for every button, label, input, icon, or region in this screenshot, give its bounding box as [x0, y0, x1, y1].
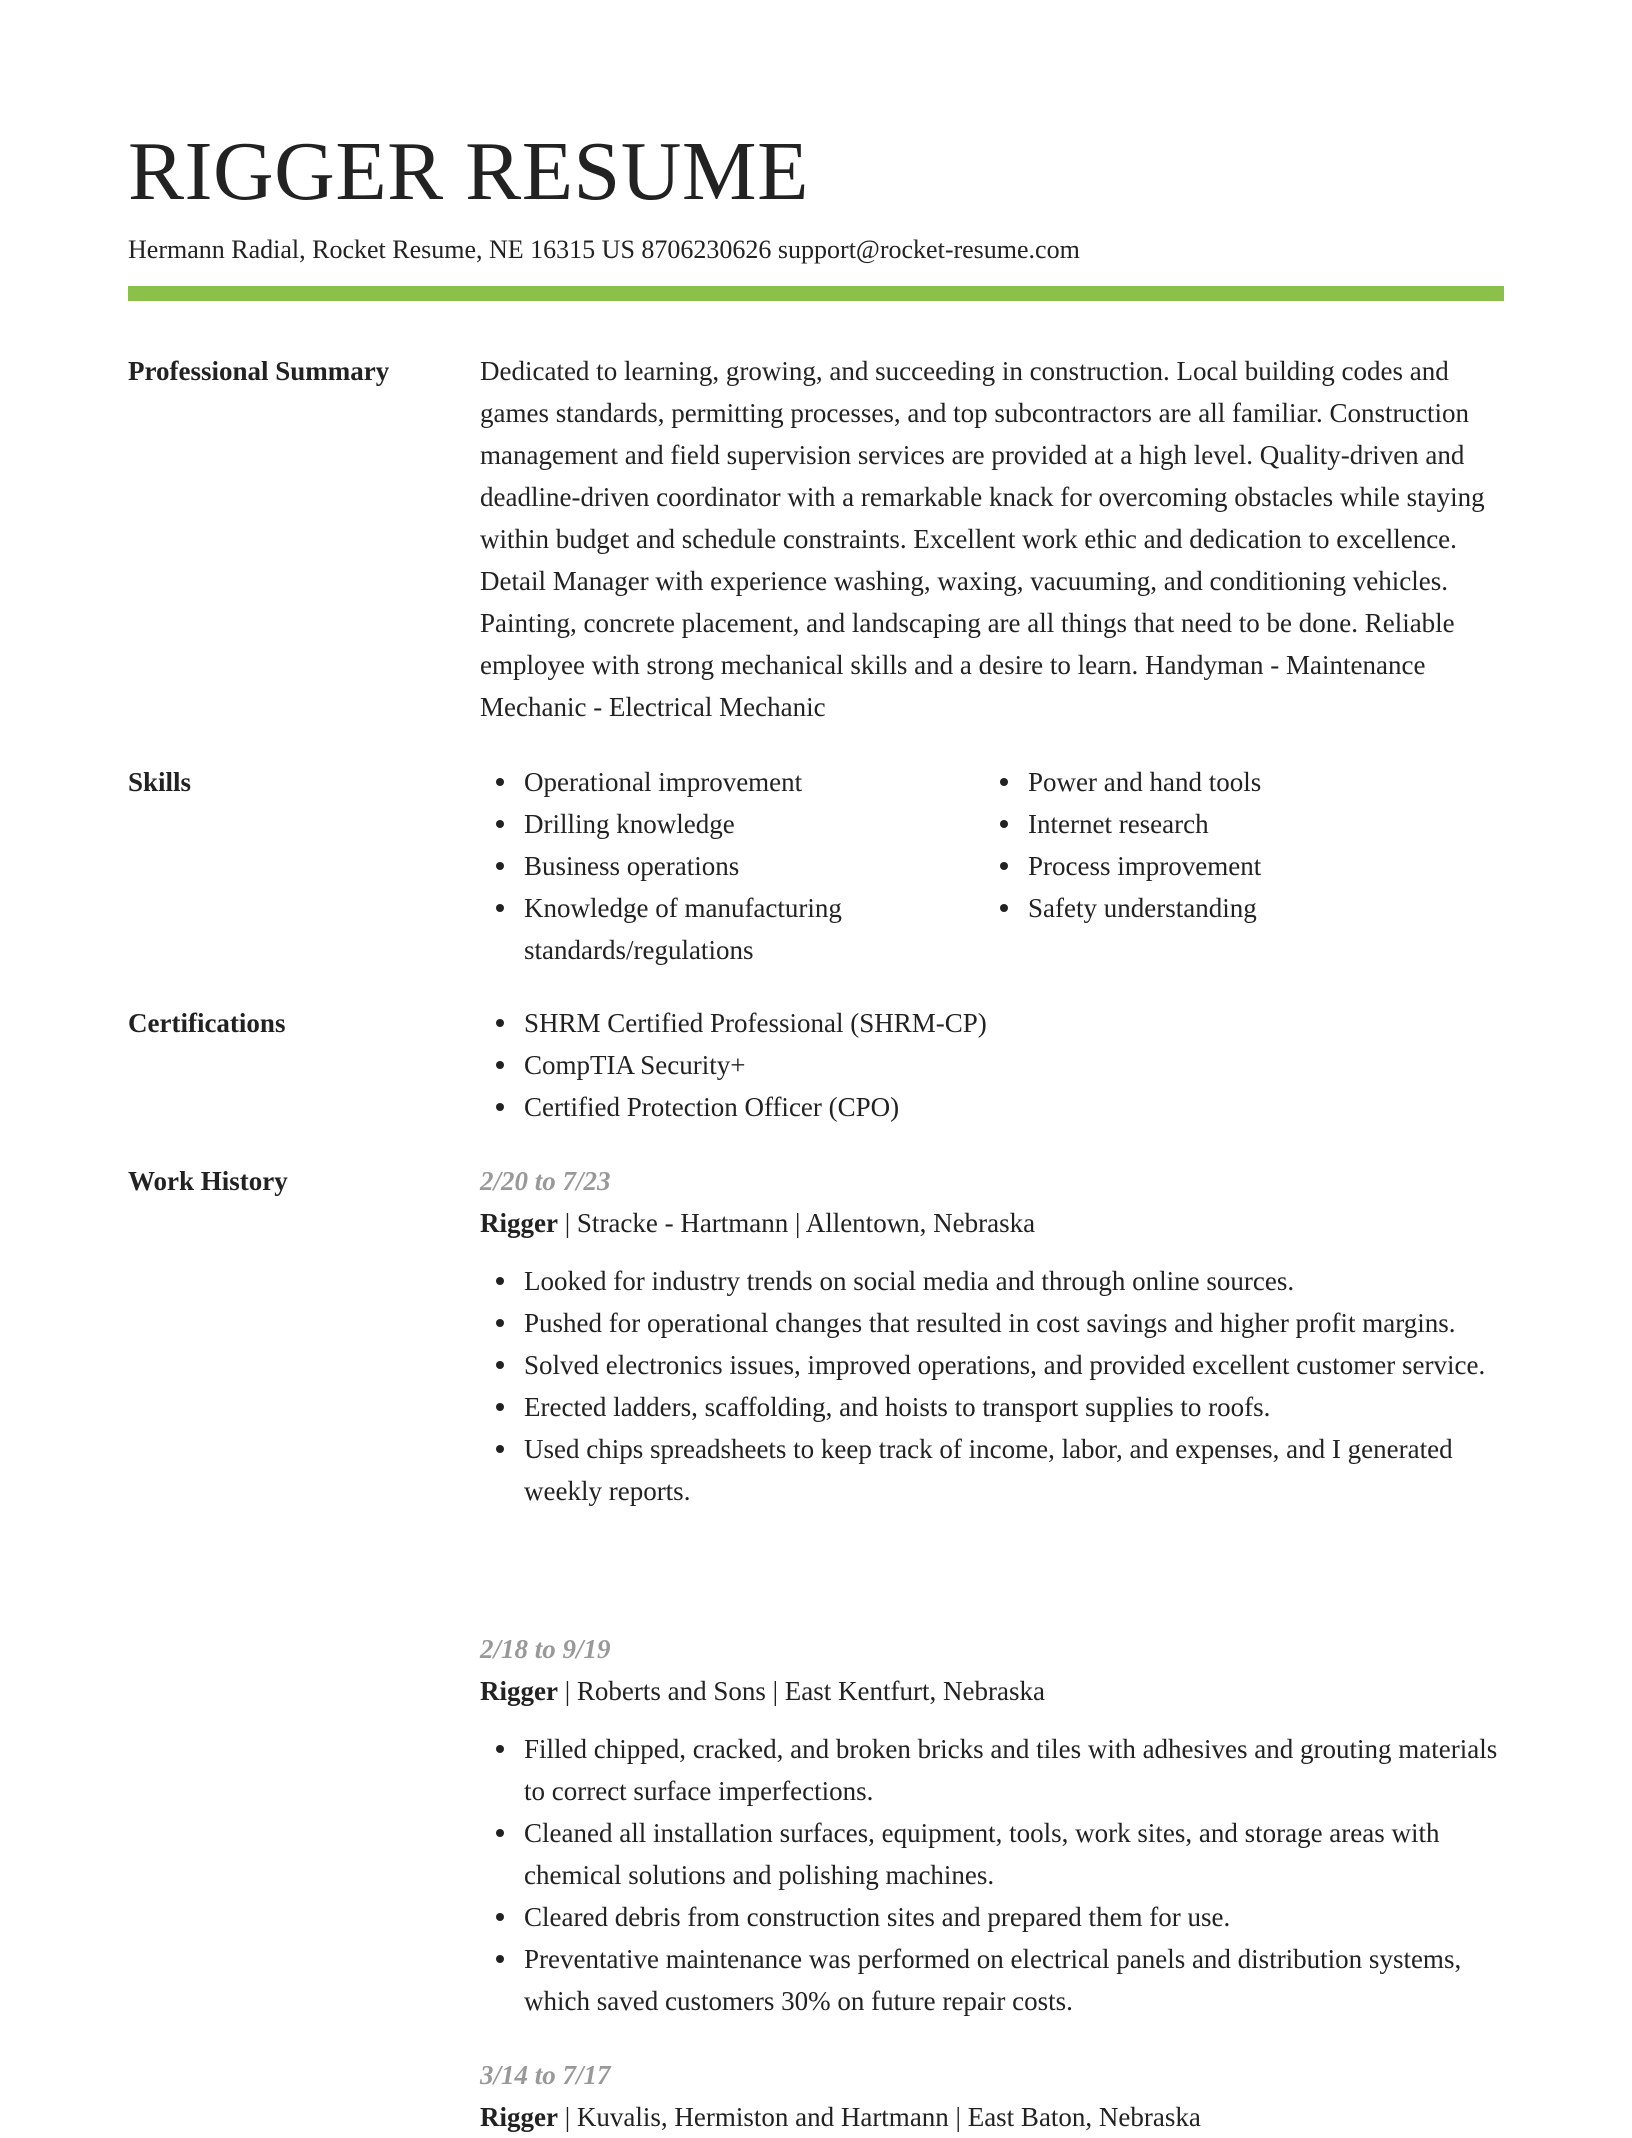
job-title: Rigger [480, 1208, 558, 1238]
skill-item: Safety understanding [1028, 887, 1458, 929]
job-dates: 2/18 to 9/19 [480, 1634, 611, 1664]
job-title: Rigger [480, 2102, 558, 2132]
skills-list-right [984, 761, 1458, 929]
job-bullet: Preventative maintenance was performed on electrical panels and distribution systems, which saved customers 30% on future repair costs. [524, 1938, 1504, 2022]
job-bullets [480, 1728, 1504, 2022]
skill-item: Process improvement [1028, 845, 1458, 887]
summary-body [480, 350, 1504, 728]
work-history-body [480, 1160, 1504, 2132]
skill-item: Operational improvement [524, 761, 954, 803]
job-bullet: Used chips spreadsheets to keep track of income, labor, and expenses, and I generated weekly reports. [524, 1428, 1504, 1512]
job-bullet: Looked for industry trends on social media and through online sources. [524, 1260, 1504, 1302]
work-history-label: Work History [128, 1166, 288, 1196]
header-divider [128, 286, 1504, 301]
job-title-line [480, 1670, 1504, 1712]
job-bullet: Pushed for operational changes that resulted in cost savings and higher profit margins. [524, 1302, 1504, 1344]
skill-item: Internet research [1028, 803, 1458, 845]
certifications-label: Certifications [128, 1008, 286, 1038]
job-dates: 3/14 to 7/17 [480, 2060, 611, 2090]
job-bullet: Cleared debris from construction sites and prepared them for use. [524, 1896, 1504, 1938]
job-entry [480, 1160, 1504, 1512]
job-bullets [480, 1260, 1504, 1512]
resume-title: RIGGER RESUME [128, 125, 809, 218]
job-entry [480, 2054, 1504, 2138]
job-bullet: Filled chipped, cracked, and broken bricks and tiles with adhesives and grouting materials to correct surface imperfections. [524, 1728, 1504, 1812]
skill-item: Business operations [524, 845, 954, 887]
skills-column-left [480, 761, 984, 971]
skills-column-right [984, 761, 1488, 971]
job-title: Rigger [480, 1676, 558, 1706]
skills-label: Skills [128, 767, 192, 797]
summary-label: Professional Summary [128, 356, 390, 386]
job-details: | Stracke - Hartmann | Allentown, Nebraska [557, 1208, 1036, 1238]
certification-item: Certified Protection Officer (CPO) [524, 1086, 1504, 1128]
skill-item: Power and hand tools [1028, 761, 1458, 803]
certification-item: CompTIA Security+ [524, 1044, 1504, 1086]
certifications-body [480, 1002, 1504, 1128]
certification-item: SHRM Certified Professional (SHRM-CP) [524, 1002, 1504, 1044]
job-details: | Roberts and Sons | East Kentfurt, Nebraska [557, 1676, 1045, 1706]
skills-body [480, 761, 1504, 971]
job-bullet: Erected ladders, scaffolding, and hoists to transport supplies to roofs. [524, 1386, 1504, 1428]
job-entry [480, 1628, 1504, 2022]
contact-line: Hermann Radial, Rocket Resume, NE 16315 US 8706230626 support@rocket-resume.com [128, 235, 1080, 264]
skill-item: Drilling knowledge [524, 803, 954, 845]
job-bullet: Cleaned all installation surfaces, equipment, tools, work sites, and storage areas with chemical solutions and polishing machines. [524, 1812, 1504, 1896]
job-title-line [480, 2096, 1504, 2138]
job-details: | Kuvalis, Hermiston and Hartmann | East Baton, Nebraska [557, 2102, 1201, 2132]
job-dates: 2/20 to 7/23 [480, 1166, 611, 1196]
job-title-line [480, 1202, 1504, 1244]
certifications-list [480, 1002, 1504, 1128]
summary-text: Dedicated to learning, growing, and succeeding in construction. Local building codes and games standards, permitting processes, and top subcontractors are all familiar. Construction management and field supervision services are provided at a high level. Quality-driven and deadline-driven coordinator with a remarkable knack for overcoming obstacles while staying within budget and schedule constraints. Excellent work ethic and dedication to excellence. Detail Manager with experience washing, waxing, vacuuming, and conditioning vehicles. Painting, concrete placement, and landscaping are all things that need to be done. Reliable employee with strong mechanical skills and a desire to learn. Handyman - Maintenance Mechanic - Electrical Mechanic [480, 356, 1485, 722]
skills-list-left [480, 761, 954, 971]
job-bullet: Solved electronics issues, improved operations, and provided excellent customer service. [524, 1344, 1504, 1386]
skill-item: Knowledge of manufacturing standards/regulations [524, 887, 954, 971]
